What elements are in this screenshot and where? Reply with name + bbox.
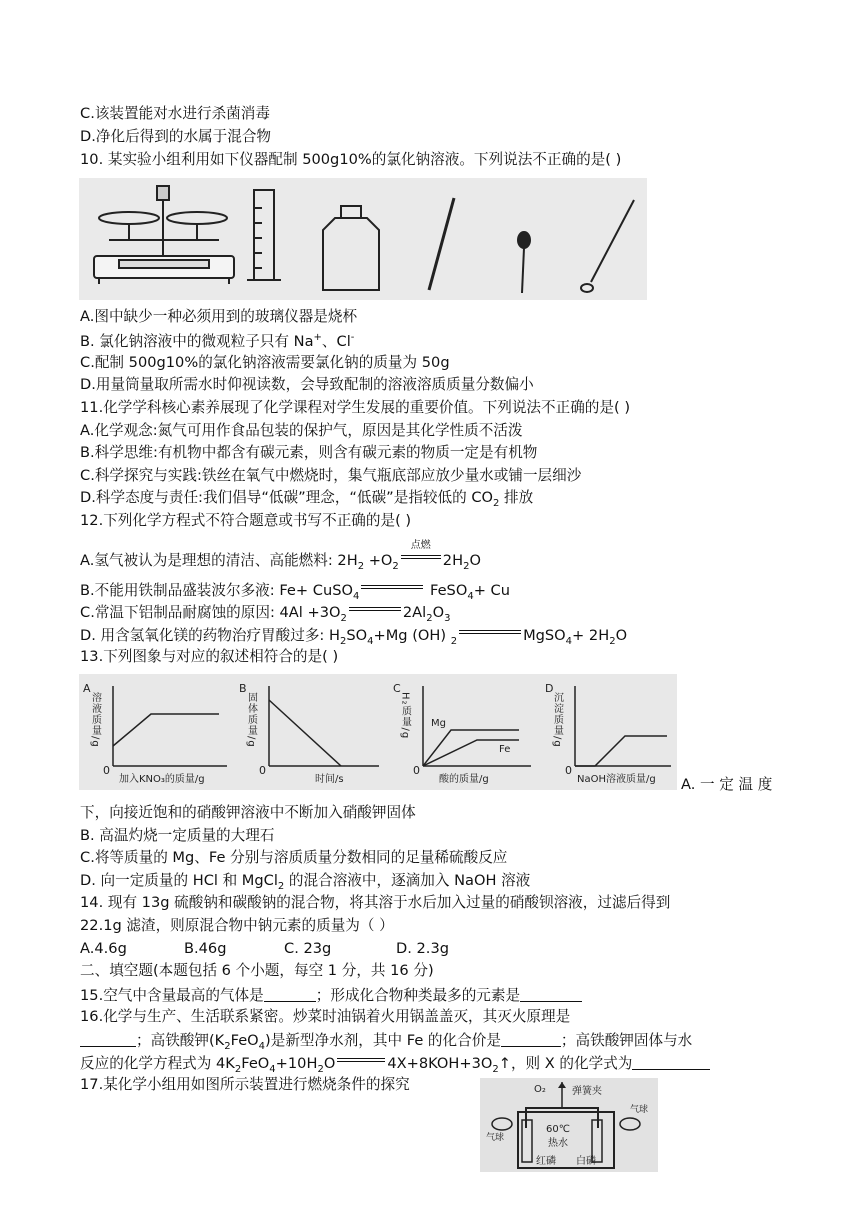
q14-option-d: D. 2.3g xyxy=(396,940,449,957)
q15-blank-2[interactable] xyxy=(520,987,582,1002)
q16-blank-1[interactable] xyxy=(80,1032,136,1047)
section-2-heading: 二、填空题(本题包括 6 个小题，每空 1 分，共 16 分) xyxy=(80,962,434,979)
q13-option-a-cont: 下，向接近饱和的硝酸钾溶液中不断加入硝酸钾固体 xyxy=(80,804,416,821)
white-phosphorus-label: 白磷 xyxy=(576,1156,596,1167)
q13-option-a-start: A. 一 定 温 度 xyxy=(681,776,773,793)
q9-option-c: C.该装置能对水进行杀菌消毒 xyxy=(80,105,270,122)
graph-a-ylabel: 溶液质量/g xyxy=(89,692,101,748)
graph-a-letter: A xyxy=(83,682,91,695)
q10-option-a: A.图中缺少一种必须用到的玻璃仪器是烧杯 xyxy=(80,308,358,325)
graph-b-xlabel: 时间/s xyxy=(315,774,344,785)
hot-water-label: 热水 xyxy=(548,1138,568,1149)
balloon-left-label: 气球 xyxy=(486,1133,505,1143)
q13-stem: 13.下列图象与对应的叙述相符合的是( ) xyxy=(80,648,339,665)
q12-stem: 12.下列化学方程式不符合题意或书写不正确的是( ) xyxy=(80,512,412,529)
graph-d-xlabel: NaOH溶液质量/g xyxy=(577,774,656,785)
q12-option-c: C.常温下铝制品耐腐蚀的原因: $4Al +3O_2$ $2Al_2O_3$ xyxy=(80,604,451,624)
lab-instruments-image xyxy=(79,178,647,300)
q14-option-c: C. 23g xyxy=(284,940,332,957)
q13-graphs-image xyxy=(79,674,677,790)
water-temp-label: 60℃ xyxy=(546,1124,570,1135)
graph-c-xlabel: 酸的质量/g xyxy=(439,774,489,785)
graph-d-letter: D xyxy=(545,682,554,695)
q16-line1: 16.化学与生产、生活联系紧密。炒菜时油锅着火用锅盖盖灭，其灭火原理是 xyxy=(80,1008,571,1025)
graph-a-origin: 0 xyxy=(103,764,110,777)
graph-c-line-fe: Fe xyxy=(499,744,511,755)
q11-option-b: B.科学思维:有机物中都含有碳元素，则含有碳元素的物质一定是有机物 xyxy=(80,444,538,461)
combustion-apparatus-image xyxy=(480,1078,658,1172)
q11-stem: 11.化学学科核心素养展现了化学课程对学生发展的重要价值。下列说法不正确的是( ) xyxy=(80,399,631,416)
graph-d-ylabel: 沉淀质量/g xyxy=(551,692,563,748)
q15: 15.空气中含量最高的气体是 ；形成化合物种类最多的元素是 xyxy=(80,987,582,1004)
q11-option-c: C.科学探究与实践:铁丝在氧气中燃烧时，集气瓶底部应放少量水或铺一层细沙 xyxy=(80,467,582,484)
q9-option-d: D.净化后得到的水属于混合物 xyxy=(80,128,272,145)
q14-line2: 22.1g 滤渣，则原混合物中钠元素的质量为（ ） xyxy=(80,917,394,934)
q12-option-b: B.不能用铁制品盛装波尔多液: Fe+ CuSO$_4$ FeSO$_4$+ Cu xyxy=(80,582,510,602)
graph-c-origin: 0 xyxy=(413,764,420,777)
spring-clip-label: 弹簧夹 xyxy=(572,1086,602,1097)
q13-option-c: C.将等质量的 Mg、Fe 分别与溶质质量分数相同的足量稀硫酸反应 xyxy=(80,849,508,866)
q11-option-d: D.科学态度与责任:我们倡导“低碳”理念，“低碳”是指较低的 $CO_2$ 排放 xyxy=(80,489,534,509)
q10-stem: 10. 某实验小组利用如下仪器配制 500g10%的氯化钠溶液。下列说法不正确的是( ) xyxy=(80,151,622,168)
q15-blank-1[interactable] xyxy=(264,987,316,1002)
graph-b-letter: B xyxy=(239,682,247,695)
q12-option-a: A.氢气被认为是理想的清洁、高能燃料: $2H_2 +O_2$ 点燃 $2H_2O$ xyxy=(80,540,481,572)
graph-d-origin: 0 xyxy=(565,764,572,777)
q12-option-d: D. 用含氢氧化镁的药物治疗胃酸过多: $H_2SO_4+Mg$ (OH) $_2$ MgSO$_4$+ $2H_2O$ xyxy=(80,627,628,647)
q14-option-a: A.4.6g xyxy=(80,940,127,957)
q10-option-b: B. 氯化钠溶液中的微观粒子只有 Na+、Cl- xyxy=(80,332,355,350)
graph-b-origin: 0 xyxy=(259,764,266,777)
graph-c-ylabel: H₂质量/g xyxy=(399,692,411,740)
q14-line1: 14. 现有 13g 硫酸钠和碳酸钠的混合物，将其溶于水后加入过量的硝酸钡溶液，过滤后得到 xyxy=(80,894,671,911)
q16-line2: ；高铁酸钾$(K_2FeO_4)$是新型净水剂，其中 Fe 的化合价是 ；高铁酸钾固体与水 xyxy=(80,1032,692,1052)
graph-a-xlabel: 加入KNO₃的质量/g xyxy=(119,774,205,785)
q13-option-b: B. 高温灼烧一定质量的大理石 xyxy=(80,827,275,844)
q16-blank-3[interactable] xyxy=(632,1055,710,1070)
q14-option-b: B.46g xyxy=(184,940,227,957)
q16-blank-2[interactable] xyxy=(501,1032,561,1047)
q17-stem: 17.某化学小组用如图所示装置进行燃烧条件的探究 xyxy=(80,1076,410,1093)
q10-option-d: D.用量筒量取所需水时仰视读数，会导致配制的溶液溶质质量分数偏小 xyxy=(80,376,534,393)
q13-option-d: D. 向一定质量的 HCl 和 MgCl$_2$ 的混合溶液中，逐滴加入 NaOH 溶液 xyxy=(80,872,531,892)
graph-c-letter: C xyxy=(393,682,401,695)
balloon-right-label: 气球 xyxy=(630,1105,649,1115)
q14-options xyxy=(80,942,449,957)
q10-option-c: C.配制 500g10%的氯化钠溶液需要氯化钠的质量为 50g xyxy=(80,354,450,371)
q16-line3: 反应的化学方程式为 $4K_2FeO_4+10H_2O$ $4X+8KOH+3O_2↑$，则 X 的化学式为 xyxy=(80,1055,710,1075)
graph-b-ylabel: 固体质量/g xyxy=(245,692,257,748)
red-phosphorus-label: 红磷 xyxy=(536,1156,556,1167)
o2-label: O₂ xyxy=(534,1084,546,1095)
graph-c-line-mg: Mg xyxy=(431,718,446,729)
q11-option-a: A.化学观念:氮气可用作食品包装的保护气，原因是其化学性质不活泼 xyxy=(80,422,523,439)
